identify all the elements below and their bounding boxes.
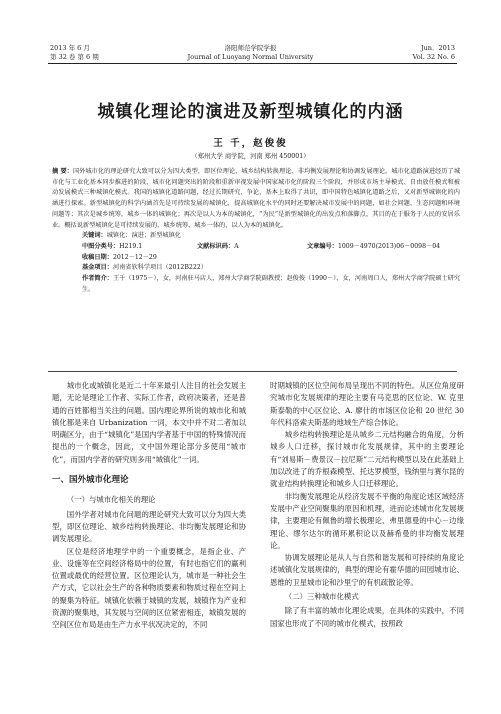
- keywords-label: 关键词：: [82, 232, 107, 240]
- bio-label: 作者简介：: [82, 275, 113, 283]
- classification-value: H219.1: [119, 242, 143, 250]
- article-title: 城镇化理论的演进及新型城镇化的内涵: [97, 102, 404, 122]
- abstract: [52, 167, 460, 231]
- journal-name-en: Journal of Luoyang Normal University: [187, 53, 314, 61]
- received-date: [52, 253, 460, 264]
- author-affiliation: （郑州大学 商学院，河南 郑州 450001）: [191, 153, 310, 160]
- meta-divider: [48, 371, 457, 372]
- bio-value: 王千（1975－），女，河南驻马店人，郑州大学商学院副教授；赵俊俊（1990－），女，河南周口人，郑州大学商学院硕士研究生。: [82, 275, 461, 293]
- body-column-right: [270, 380, 464, 630]
- article-authors: 王 千，赵俊俊: [213, 138, 288, 149]
- classification-label: 中图分类号：: [82, 242, 120, 250]
- issue-date-en: Jun．2013: [420, 44, 455, 52]
- doc-code-value: A: [234, 242, 239, 250]
- abstract-text: 国外城市化的理论研究大致可以分为四大类型，即区位理论、城乡结构转换理论、非均衡发展理论和协调发展理论。城市化道路演进经历了城市化与工业化基本同步推进的阶段、城市化问题突出的阶段和重新审视发展中国家城市化的阶段三个阶段，并形成市场主导模式、自由放任模式和被动发展模式三种城镇化模式。我国的城镇化道路问题，经过长期研究、争论，基本上取得了共识，即中国特色城镇化道路之后，又对新型城镇化的内涵进行探索。新型城镇化的科学内涵首先是可持续发展的城镇化，提高城镇化水平的同时还要解决城市发展中的问题，如社会问题、生态问题和环境问题等；其次是城乡统筹，城乡一体的城镇化；再次是以人为本的城镇化，“为民”是新型城镇化的出发点和落脚点，其目的在于服务于人民的安居乐业。概括说新型城镇化是可持续发展的，城乡统筹、城乡一体的，以人为本的城镇化。: [52, 168, 461, 229]
- body-column-left: [52, 380, 246, 632]
- section-heading: 一、国外城市化理论: [52, 475, 129, 486]
- fund-value: 河南省软科学项目（2012B222）: [112, 264, 207, 272]
- keywords-text: 城镇化；演进；新型城镇化: [106, 232, 181, 240]
- doc-code-label: 文献标识码：: [197, 242, 235, 250]
- paragraph: 城市化或城镇化是近二十年来最引人注目的社会发展主题，无论是理论工作者、实际工作者，政府决策者，还是普通的百姓都相当关注的问题。国内理论界所说的城市化和城镇化都是来自 Urbanization 一词，本文中并不对二者加以明确区分，由于“城镇化”是国内学者基于中国的特殊情况而提出的一个概念，因此，文中国外理论部分多使用“城市化”，而国内学者的研究则多用“城镇化”一词。: [52, 381, 246, 464]
- volume-issue-en: Vol. 32 No. 6: [412, 53, 455, 61]
- classification: [82, 242, 197, 253]
- fund-label: 基金项目：: [82, 264, 113, 272]
- abstract-label: 摘 要：: [52, 168, 73, 175]
- paragraph: 时期城镇的区位空间布局呈现出不同的特色。从区位角度研究城市化发展规律的理论主要有马克思的区位论、W. 克里斯泰勒的中心区位论、A. 廖什的市场区位论和 20 世纪 30 年代科洛索夫斯基的地域生产综合体论。: [270, 381, 464, 427]
- header-rule: [48, 63, 457, 64]
- article-number-label: 文章编号：: [307, 242, 338, 250]
- issue-date-line: 2013 年 6 月: [50, 44, 90, 52]
- doc-code: [197, 242, 307, 253]
- fund-project: [52, 263, 460, 274]
- received-value: 2012－12－29: [112, 253, 157, 261]
- article-meta: [52, 167, 460, 295]
- keywords: [52, 231, 460, 242]
- subsection-heading: （二）三种城市化模式: [284, 592, 359, 602]
- classification-row: [52, 242, 460, 253]
- journal-header: [0, 0, 501, 62]
- paragraph: 协调发展理论是从人与自然和谐发展和可持续的角度论述城镇化发展规律的，典型的理论有霍华德的田园城市论、恩维的卫星城市论和沙里宁的有机疏散论等。: [270, 553, 464, 587]
- subsection-heading: （一）与城市化相关的理论: [66, 495, 156, 505]
- paragraph: 国外学者对城市化问题的理论研究大致可以分为四大类型，即区位理论、城乡结构转换理论、非均衡发展理论和协调发展理论。: [52, 509, 246, 544]
- received-label: 收稿日期：: [82, 253, 113, 261]
- article-number: [307, 242, 440, 253]
- paragraph: 城乡结构转换理论是从城乡二元结构融合的角度，分析城乡人口迁移，探讨城市化发展规律，其中的主要理论有“刘易斯－费景汉－拉尼斯”二元结构模型以及在此基础上加以改进了的乔根森模型、托达罗模型，钱纳里与赛尔昆的就业结构转换理论和城乡人口迁移理论。: [270, 430, 464, 489]
- issue-info-en: [413, 44, 455, 62]
- paragraph: 除了有丰富的城市化理论成果，在具体的实践中，不同国家也形成了不同的城市化模式，按照政: [270, 606, 464, 628]
- paragraph: 区位是经济地理学中的一个重要概念，是指企业、产业、设施等在空间经济格局中的位置，有时也指它们的赢利位置或最优的经营位置。区位理论认为，城市是一种社会生产方式，它以社会生产的各种物质要素和物质过程在空间上的聚集为特征。城镇化依赖于城镇的发展，城镇作为产业和资源的聚集地，其发展与空间的区位紧密相连，城镇发展的空间区位布局是由生产力水平状况决定的，不同: [52, 546, 246, 630]
- article-number-value: 1009－4970(2013)06－0098－04: [337, 242, 441, 250]
- author-bio: [52, 274, 460, 295]
- paragraph: 非均衡发展理论从经济发展不平衡的角度论述区域经济发展中产业空间聚集的原因和机理，进而论述城市化发展规律，主要理论有佩鲁的增长极理论、弗里德曼的中心－边缘理论、缪尔达尔的循环累积论以及赫希曼的非均衡发展理论。: [270, 491, 464, 550]
- volume-issue-line: 第 32 卷 第 6 期: [50, 53, 99, 61]
- journal-name-cn: 洛阳师范学院学报: [224, 44, 277, 52]
